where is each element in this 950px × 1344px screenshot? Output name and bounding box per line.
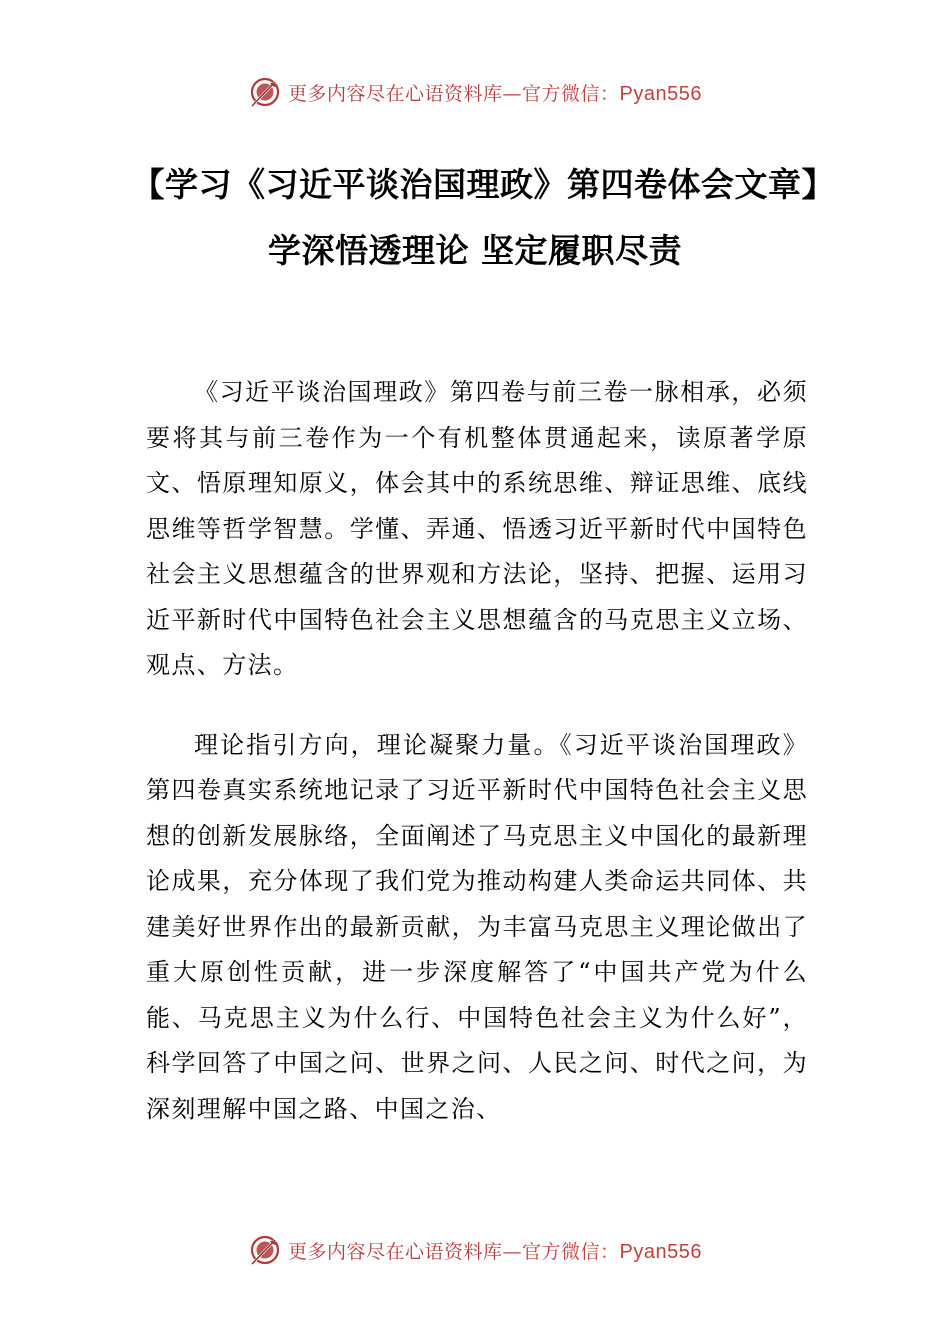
quill-seal-logo-icon <box>248 1233 282 1267</box>
watermark-wechat-id: Pyan556 <box>619 82 702 105</box>
quill-seal-logo-icon <box>248 75 282 109</box>
body-paragraph: 《习近平谈治国理政》第四卷与前三卷一脉相承，必须要将其与前三卷作为一个有机整体贯通起来，读原著学原文、悟原理知原义，体会其中的系统思维、辩证思维、底线思维等哲学智慧。学懂、弄通、悟透习近平新时代中国特色社会主义思想蕴含的世界观和方法论，坚持、把握、运用习近平新时代中国特色社会主义思想蕴含的马克思主义立场、观点、方法。 <box>146 378 808 679</box>
watermark-prefix: 更多内容尽在心语资料库 <box>288 82 503 105</box>
footer-watermark <box>0 1230 950 1270</box>
watermark-wechat-id: Pyan556 <box>619 1240 702 1263</box>
header-watermark <box>0 72 950 112</box>
document-title: 【学习《习近平谈治国理政》第四卷体会文章】学深悟透理论 坚定履职尽责 <box>131 165 819 270</box>
watermark-text <box>288 79 702 106</box>
watermark-middle: —官方微信： <box>502 82 620 105</box>
document-body <box>146 370 808 1132</box>
body-paragraph: 理论指引方向，理论凝聚力量。《习近平谈治国理政》第四卷真实系统地记录了习近平新时代中国特色社会主义思想的创新发展脉络，全面阐述了马克思主义中国化的最新理论成果，充分体现了我们党为推动构建人类命运共同体、共建美好世界作出的最新贡献，为丰富马克思主义理论做出了重大原创性贡献，进一步深度解答了“中国共产党为什么能、马克思主义为什么行、中国特色社会主义为什么好”，科学回答了中国之问、世界之问、人民之问、时代之问，为深刻理解中国之路、中国之治、 <box>146 730 808 1123</box>
watermark-middle: —官方微信： <box>502 1240 620 1263</box>
watermark-prefix: 更多内容尽在心语资料库 <box>288 1240 503 1263</box>
watermark-text <box>288 1237 702 1264</box>
